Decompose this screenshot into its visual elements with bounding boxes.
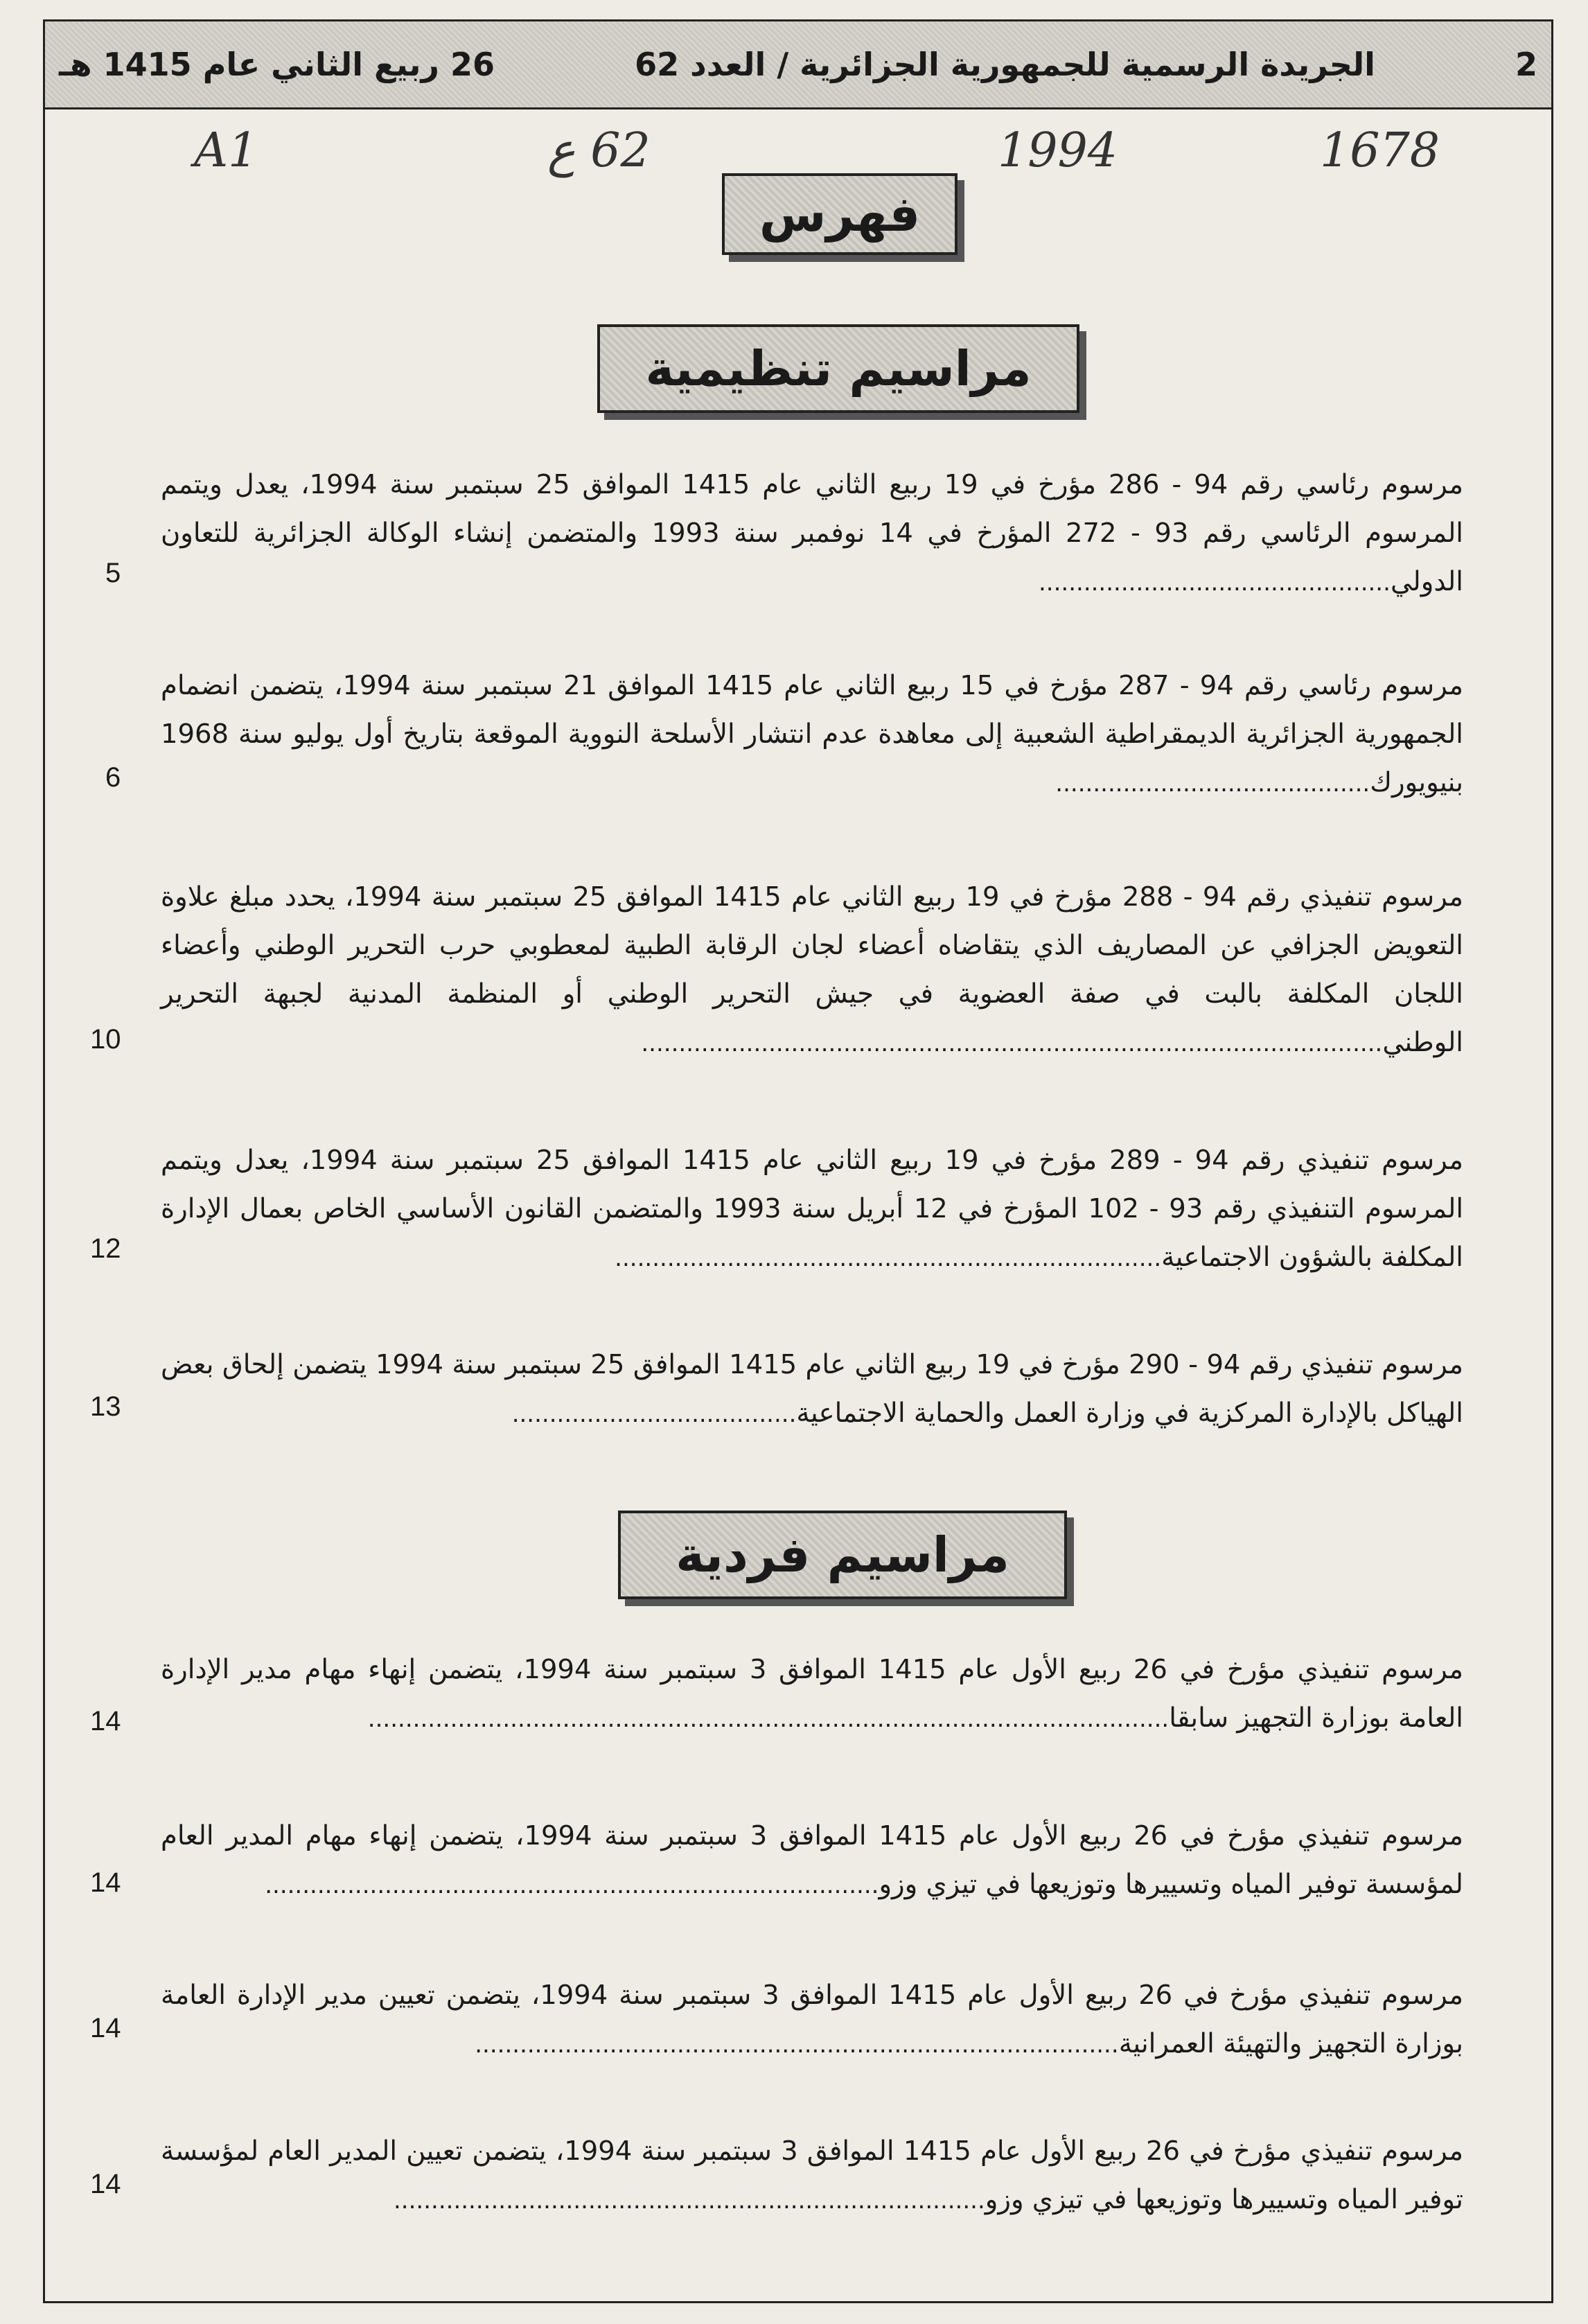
dot-leader: ............................................................................... xyxy=(393,2187,985,2215)
dot-leader: .......................................... xyxy=(1055,770,1370,798)
toc-entry xyxy=(161,1341,1463,1438)
handwritten-issue: 62 ع xyxy=(547,123,651,178)
toc-entry xyxy=(161,1136,1463,1283)
dot-leader: ......................................................................... xyxy=(615,1244,1162,1272)
section-title-regulatory-decrees: مراسيم تنظيمية xyxy=(597,324,1079,413)
dot-leader: ............................................... xyxy=(1038,569,1391,597)
entry-page-number: 14 xyxy=(90,1867,121,1898)
entry-page-number: 13 xyxy=(90,1391,121,1422)
toc-entry xyxy=(161,1646,1463,1743)
dot-leader: ...................................................................................... xyxy=(475,2031,1119,2059)
entry-page-number: 5 xyxy=(105,558,121,588)
handwritten-year: 1994 xyxy=(998,123,1118,178)
entry-page-number: 14 xyxy=(90,2013,121,2043)
entry-text: مرسوم تنفيذي رقم 94 - 288 مؤرخ في 19 ربيع الثاني عام 1415 الموافق 25 سبتمبر سنة 1994، يحدد مبلغ علاوة التعويض الجزافي عن المصاريف الذي يتقاضاه أعضاء لجان الرقابة الطبية لمعطوبي حرب التحرير الوطني وأعضاء اللجان المكلفة بالبت في صفة العضوية في جيش التحرير الوطني أو المنظمة المدنية لجبهة التحرير الوطني xyxy=(161,881,1463,1058)
entry-page-number: 14 xyxy=(90,2169,121,2199)
dot-leader: ................................................................................................... xyxy=(641,1030,1383,1057)
entry-text: مرسوم رئاسي رقم 94 - 286 مؤرخ في 19 ربيع الثاني عام 1415 الموافق 25 سبتمبر سنة 1994، يعدل ويتمم المرسوم الرئاسي رقم 93 - 272 المؤرخ في 14 نوفمبر سنة 1993 والمتضمن إنشاء الوكالة الجزائرية للتعاون الدولي xyxy=(161,469,1464,597)
entry-text: مرسوم تنفيذي مؤرخ في 26 ربيع الأول عام 1415 الموافق 3 سبتمبر سنة 1994، يتضمن إنهاء مهام المدير العام لمؤسسة توفير المياه وتسييرها وتوزيعها في تيزي وزو xyxy=(161,1820,1463,1900)
dot-leader: .................................................................................. xyxy=(265,1872,879,1899)
toc-entry xyxy=(161,461,1463,607)
entry-page-number: 12 xyxy=(90,1233,121,1264)
toc-entry xyxy=(161,873,1463,1068)
header-page-number: 2 xyxy=(1515,46,1537,83)
handwritten-code: A1 xyxy=(194,123,258,178)
header-publication: الجريدة الرسمية للجمهورية الجزائرية / العدد 62 xyxy=(635,46,1375,83)
entry-page-number: 6 xyxy=(105,762,121,793)
index-title: فهرس xyxy=(722,173,958,255)
toc-entry xyxy=(161,2127,1463,2225)
section-title-individual-decrees: مراسيم فردية xyxy=(618,1511,1067,1599)
dot-leader: ...................................... xyxy=(511,1400,797,1428)
entry-page-number: 10 xyxy=(90,1024,121,1055)
toc-entry xyxy=(161,1812,1463,1910)
dot-leader: ........................................................................................................... xyxy=(367,1705,1170,1733)
entry-text: مرسوم تنفيذي مؤرخ في 26 ربيع الأول عام 1415 الموافق 3 سبتمبر سنة 1994، يتضمن تعيين المدير العام لمؤسسة توفير المياه وتسييرها وتوزيعها في تيزي وزو xyxy=(161,2136,1463,2215)
page-header xyxy=(43,19,1553,109)
entry-text: مرسوم تنفيذي مؤرخ في 26 ربيع الأول عام 1415 الموافق 3 سبتمبر سنة 1994، يتضمن إنهاء مهام مدير الإدارة العامة بوزارة التجهيز سابقا xyxy=(161,1654,1463,1734)
entry-text: مرسوم تنفيذي رقم 94 - 290 مؤرخ في 19 ربيع الثاني عام 1415 الموافق 25 سبتمبر سنة 1994 يتضمن إلحاق بعض الهياكل بالإدارة المركزية في وزارة العمل والحماية الاجتماعية xyxy=(161,1349,1463,1429)
entry-page-number: 14 xyxy=(90,1706,121,1736)
toc-entry xyxy=(161,1971,1463,2069)
toc-entry xyxy=(161,662,1463,808)
entry-text: مرسوم تنفيذي مؤرخ في 26 ربيع الأول عام 1415 الموافق 3 سبتمبر سنة 1994، يتضمن تعيين مدير الإدارة العامة بوزارة التجهيز والتهيئة العمرانية xyxy=(161,1980,1463,2059)
handwritten-number: 1678 xyxy=(1320,123,1440,178)
header-date: 26 ربيع الثاني عام 1415 هـ xyxy=(59,46,495,83)
entry-text: مرسوم رئاسي رقم 94 - 287 مؤرخ في 15 ربيع الثاني عام 1415 الموافق 21 سبتمبر سنة 1994، يتضمن انضمام الجمهورية الجزائرية الديمقراطية الشعبية إلى معاهدة عدم انتشار الأسلحة النووية الموقعة بتاريخ أول يوليو سنة 1968 بنيويورك xyxy=(161,670,1463,798)
entry-text: مرسوم تنفيذي رقم 94 - 289 مؤرخ في 19 ربيع الثاني عام 1415 الموافق 25 سبتمبر سنة 1994، يعدل ويتمم المرسوم التنفيذي رقم 93 - 102 المؤرخ في 12 أبريل سنة 1993 والمتضمن القانون الأساسي الخاص بعمال الإدارة المكلفة بالشؤون الاجتماعية xyxy=(161,1145,1464,1273)
